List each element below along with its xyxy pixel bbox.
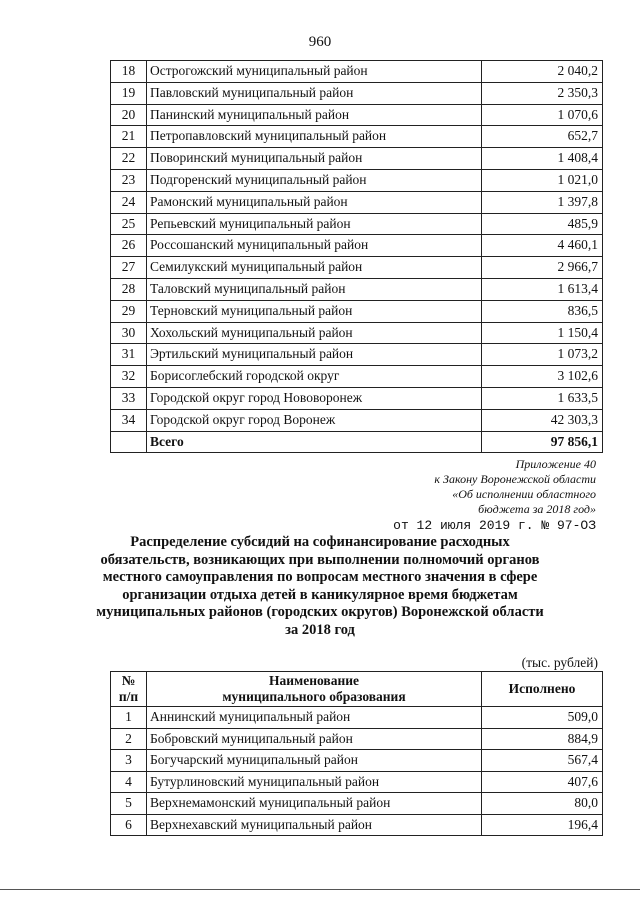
row-number: 27 bbox=[111, 257, 147, 279]
row-number: 6 bbox=[111, 814, 147, 836]
subsidy-table bbox=[110, 671, 603, 836]
table-row bbox=[111, 409, 603, 431]
table-row bbox=[111, 169, 603, 191]
header-name: Наименование муниципального образования bbox=[147, 672, 482, 707]
law-date-line: от 12 июля 2019 г. № 97-ОЗ bbox=[393, 518, 596, 533]
row-value: 509,0 bbox=[482, 707, 603, 729]
row-value: 1 397,8 bbox=[482, 191, 603, 213]
row-name: Городской округ город Нововоронеж bbox=[147, 387, 482, 409]
row-value: 1 150,4 bbox=[482, 322, 603, 344]
table-row bbox=[111, 82, 603, 104]
row-name: Россошанский муниципальный район bbox=[147, 235, 482, 257]
row-name: Богучарский муниципальный район bbox=[147, 750, 482, 772]
row-number bbox=[111, 431, 147, 453]
table-row bbox=[111, 750, 603, 772]
row-number: 18 bbox=[111, 61, 147, 83]
table-row bbox=[111, 61, 603, 83]
row-number: 20 bbox=[111, 104, 147, 126]
row-value: 80,0 bbox=[482, 793, 603, 815]
table-row bbox=[111, 213, 603, 235]
row-number: 33 bbox=[111, 387, 147, 409]
row-value: 2 966,7 bbox=[482, 257, 603, 279]
units-label: (тыс. рублей) bbox=[521, 655, 598, 670]
row-value: 567,4 bbox=[482, 750, 603, 772]
row-value: 1 613,4 bbox=[482, 278, 603, 300]
row-number: 2 bbox=[111, 728, 147, 750]
table-row bbox=[111, 344, 603, 366]
row-number: 24 bbox=[111, 191, 147, 213]
table-row bbox=[111, 126, 603, 148]
row-name: Бутурлиновский муниципальный район bbox=[147, 771, 482, 793]
row-number: 19 bbox=[111, 82, 147, 104]
row-value: 485,9 bbox=[482, 213, 603, 235]
header-num: № п/п bbox=[111, 672, 147, 707]
row-name: Панинский муниципальный район bbox=[147, 104, 482, 126]
table-row bbox=[111, 793, 603, 815]
page-number: 960 bbox=[308, 34, 332, 50]
subsidy-table-continuation bbox=[110, 60, 603, 453]
row-number: 22 bbox=[111, 148, 147, 170]
table-row bbox=[111, 300, 603, 322]
heading-line: Распределение субсидий на софинансирование расходных bbox=[130, 534, 510, 550]
row-value: 884,9 bbox=[482, 728, 603, 750]
table-row bbox=[111, 366, 603, 388]
row-number: 1 bbox=[111, 707, 147, 729]
row-number: 4 bbox=[111, 771, 147, 793]
heading-line: местного самоуправления по вопросам местного значения в сфере bbox=[102, 569, 538, 585]
row-name: Семилукский муниципальный район bbox=[147, 257, 482, 279]
row-value: 1 070,6 bbox=[482, 104, 603, 126]
row-value: 2 040,2 bbox=[482, 61, 603, 83]
row-value: 407,6 bbox=[482, 771, 603, 793]
row-value: 196,4 bbox=[482, 814, 603, 836]
row-name: Эртильский муниципальный район bbox=[147, 344, 482, 366]
row-value: 3 102,6 bbox=[482, 366, 603, 388]
table-row bbox=[111, 191, 603, 213]
row-name: Верхнемамонский муниципальный район bbox=[147, 793, 482, 815]
table-row bbox=[111, 771, 603, 793]
row-number: 23 bbox=[111, 169, 147, 191]
row-value: 1 408,4 bbox=[482, 148, 603, 170]
table-row bbox=[111, 707, 603, 729]
appendix-line: «Об исполнении областного bbox=[452, 487, 596, 501]
row-name: Подгоренский муниципальный район bbox=[147, 169, 482, 191]
row-number: 3 bbox=[111, 750, 147, 772]
appendix-line: к Закону Воронежской области bbox=[434, 472, 596, 486]
table-row bbox=[111, 257, 603, 279]
table-row bbox=[111, 278, 603, 300]
row-value: 4 460,1 bbox=[482, 235, 603, 257]
table-row bbox=[111, 148, 603, 170]
table-body bbox=[111, 61, 603, 453]
header-value: Исполнено bbox=[482, 672, 603, 707]
heading-line: за 2018 год bbox=[285, 621, 355, 638]
row-name: Хохольский муниципальный район bbox=[147, 322, 482, 344]
row-value: 836,5 bbox=[482, 300, 603, 322]
row-value: 1 073,2 bbox=[482, 344, 603, 366]
row-value: 2 350,3 bbox=[482, 82, 603, 104]
page-bottom-rule bbox=[0, 889, 640, 890]
row-value: 42 303,3 bbox=[482, 409, 603, 431]
row-number: 21 bbox=[111, 126, 147, 148]
row-name: Бобровский муниципальный район bbox=[147, 728, 482, 750]
row-name: Репьевский муниципальный район bbox=[147, 213, 482, 235]
row-number: 31 bbox=[111, 344, 147, 366]
row-name: Борисоглебский городской округ bbox=[147, 366, 482, 388]
heading-line: муниципальных районов (городских округов) Воронежской области bbox=[96, 604, 544, 620]
heading-line: обязательств, возникающих при выполнении полномочий органов bbox=[100, 551, 540, 568]
appendix-reference bbox=[393, 457, 596, 533]
table-total-row bbox=[111, 431, 603, 453]
table-row bbox=[111, 104, 603, 126]
table-row bbox=[111, 387, 603, 409]
table-row bbox=[111, 814, 603, 836]
table-row bbox=[111, 728, 603, 750]
table-header-row bbox=[111, 672, 603, 707]
table-row bbox=[111, 235, 603, 257]
row-number: 26 bbox=[111, 235, 147, 257]
row-number: 28 bbox=[111, 278, 147, 300]
row-name: Городской округ город Воронеж bbox=[147, 409, 482, 431]
table-row bbox=[111, 322, 603, 344]
total-value: 97 856,1 bbox=[482, 431, 603, 453]
row-name: Павловский муниципальный район bbox=[147, 82, 482, 104]
row-name: Терновский муниципальный район bbox=[147, 300, 482, 322]
row-name: Петропавловский муниципальный район bbox=[147, 126, 482, 148]
row-name: Верхнехавский муниципальный район bbox=[147, 814, 482, 836]
row-number: 29 bbox=[111, 300, 147, 322]
document-heading bbox=[60, 534, 580, 639]
total-label: Всего bbox=[147, 431, 482, 453]
appendix-line: Приложение 40 bbox=[515, 457, 596, 471]
row-name: Поворинский муниципальный район bbox=[147, 148, 482, 170]
row-number: 30 bbox=[111, 322, 147, 344]
row-name: Рамонский муниципальный район bbox=[147, 191, 482, 213]
row-number: 5 bbox=[111, 793, 147, 815]
table-body bbox=[111, 707, 603, 836]
row-number: 32 bbox=[111, 366, 147, 388]
row-number: 34 bbox=[111, 409, 147, 431]
row-name: Острогожский муниципальный район bbox=[147, 61, 482, 83]
row-number: 25 bbox=[111, 213, 147, 235]
row-name: Аннинский муниципальный район bbox=[147, 707, 482, 729]
row-value: 1 633,5 bbox=[482, 387, 603, 409]
appendix-line: бюджета за 2018 год» bbox=[478, 502, 596, 516]
row-value: 1 021,0 bbox=[482, 169, 603, 191]
row-value: 652,7 bbox=[482, 126, 603, 148]
row-name: Таловский муниципальный район bbox=[147, 278, 482, 300]
heading-line: организации отдыха детей в каникулярное время бюджетам bbox=[122, 586, 518, 603]
